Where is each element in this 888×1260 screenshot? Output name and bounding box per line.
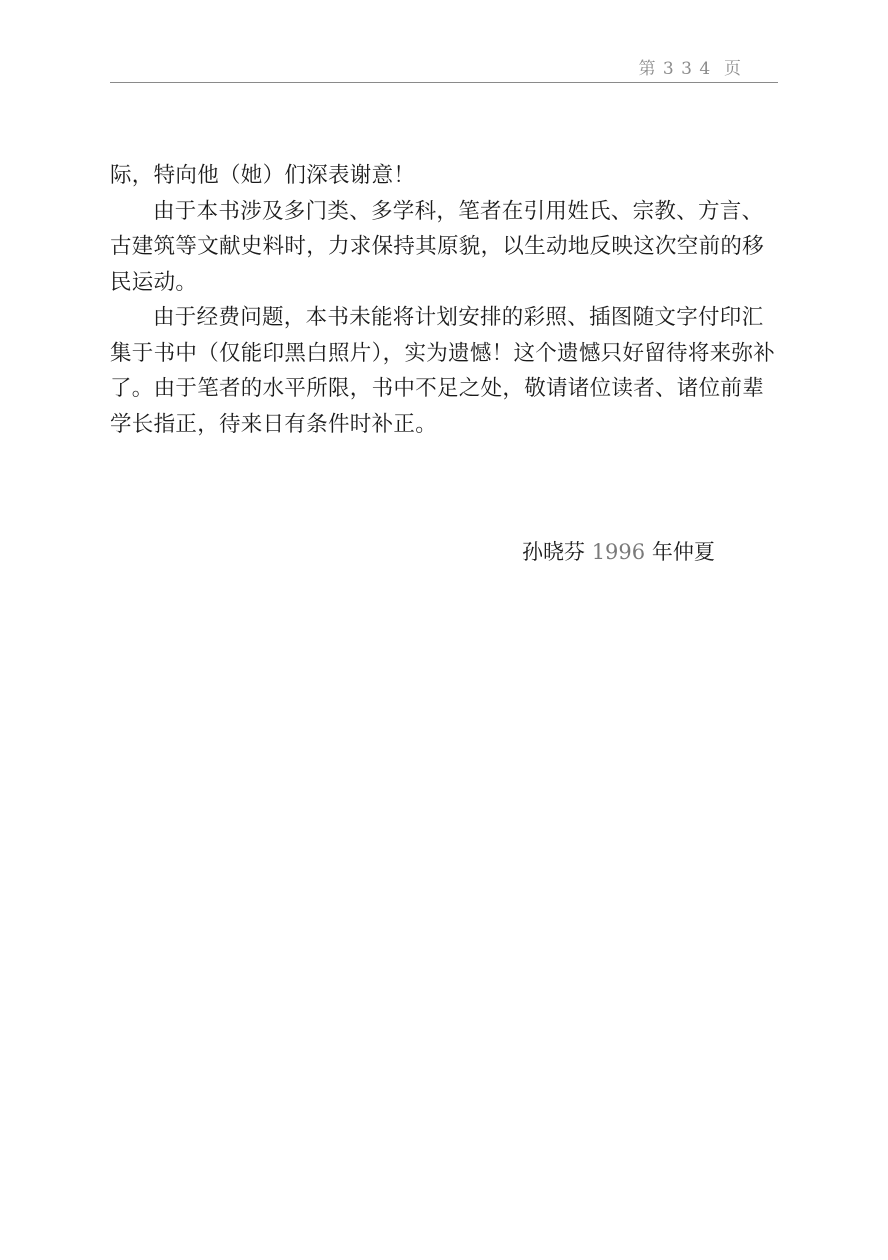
paragraph-funding: 由于经费问题，本书未能将计划安排的彩照、插图随文字付印汇集于书中（仅能印黑白照片），实为遗憾！这个遗憾只好留待将来弥补了。由于笔者的水平所限，书中不足之处，敬请诸位读者、诸位前辈学长指正，待来日有条件时补正。 [110,305,776,437]
signature-author: 孙晓芬 [522,540,585,564]
paragraph-continuation: 际，特向他（她）们深表谢意！ [110,163,416,188]
signature [522,536,715,566]
paragraph-sources: 由于本书涉及多门类、多学科，笔者在引用姓氏、宗教、方言、古建筑等文献史料时，力求保持其原貌，以生动地反映这次空前的移民运动。 [110,198,765,295]
page-header [110,52,778,83]
body-text [110,158,782,442]
page-number: 第 3 3 4 页 [638,59,742,79]
signature-season: 年仲夏 [651,540,715,564]
signature-year: 1996 [591,540,646,564]
